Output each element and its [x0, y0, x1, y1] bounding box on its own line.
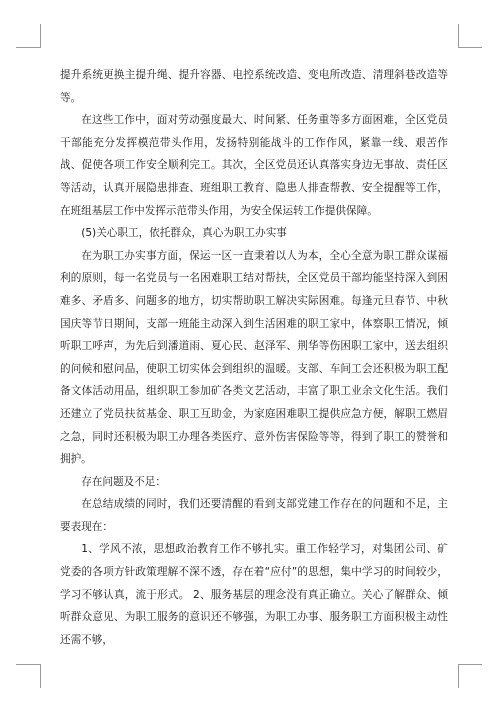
crop-mark-bottom-right-h	[458, 664, 482, 665]
crop-mark-top-left-h	[16, 47, 40, 48]
crop-mark-bottom-left-v	[40, 664, 41, 688]
crop-mark-top-left-v	[40, 24, 41, 48]
crop-mark-bottom-left-h	[16, 664, 40, 665]
paragraph: 在为职工办实事方面，保运一区一直秉着以人为本，全心全意为职工群众谋福利的原则，每一名党员与一名困难职工结对帮扶，全区党员干部均能坚持深入到困难多、矛盾多、问题多的地方，切实帮助职工解决实际困难。每逢元旦春节、中秋国庆等节日期间，支部一班能主动深入到生活困难的职工家中，体察职工情况，倾听职工呼声，为先后到潘道雨、夏心民、赵泽军、荆华等伤困职工家中，送去组织的问候和慰问品，使职工切实体会到组织的温暖。支部、车间工会还积极为职工配备文体活动用品，组织职工参加矿各类文艺活动，丰富了职工业余文化生活。我们还建立了党员扶贫基金、职工互助金，为家庭困难职工提供应急方便，解职工燃眉之急，同时还积极为职工办理各类医疗、意外伤害保险等等，得到了职工的赞誉和拥护。	[60, 249, 448, 466]
document-body	[60, 64, 448, 651]
paragraph: 1、学风不浓，思想政治教育工作不够扎实。重工作轻学习，对集团公司、矿党委的各项方针政策理解不深不透，存在着“应付”的思想，集中学习的时间较少，学习不够认真，流于形式。 2、服务基层的理念没有真正确立。关心了解群众、倾听群众意见、为职工服务的意识还不够强，为职工办事、服务职工方面积极主动性还需不够，	[60, 543, 448, 646]
paragraph: 提升系统更换主提升绳、提升容器、电控系统改造、变电所改造、清理斜巷改造等等。	[60, 69, 448, 104]
paragraph: 存在问题及不足：	[81, 475, 166, 488]
crop-mark-top-right-h	[458, 47, 482, 48]
crop-mark-top-right-v	[458, 24, 459, 48]
crop-mark-bottom-right-v	[458, 664, 459, 688]
paragraph: 在这些工作中，面对劳动强度最大、时间紧、任务重等多方面困难，全区党员干部能充分发挥模范带头作用，发扬特别能战斗的工作作风，紧靠一线、艰苦作战、促使各项工作安全顺利完工。其次，全区党员还认真落实身边无事故、责任区等活动，认真开展隐患排查、班组职工教育、隐患人排查帮教、安全提醒等工作，在班组基层工作中发挥示范带头作用，为安全保运转工作提供保障。	[60, 114, 448, 217]
paragraph: 在总结成绩的同时，我们还要清醒的看到支部党建工作存在的问题和不足，主要表现在：	[60, 498, 448, 533]
paragraph: (5)关心职工，依托群众，真心为职工办实事	[81, 227, 287, 240]
